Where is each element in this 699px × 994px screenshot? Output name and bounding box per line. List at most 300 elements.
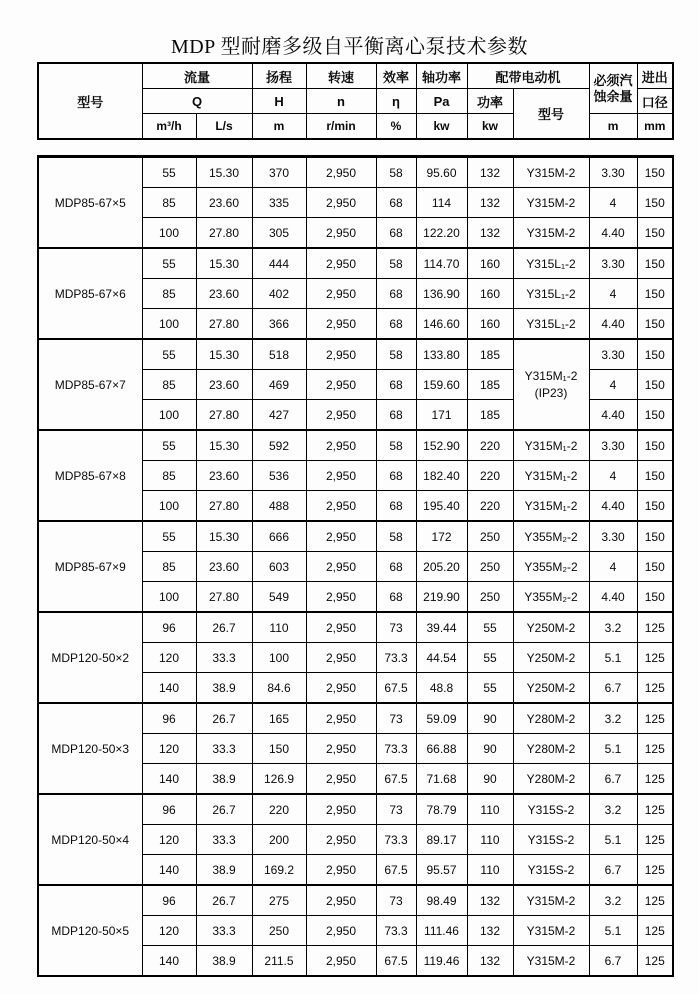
shaft-power-cell: 119.46 [416, 946, 467, 977]
motor-model-cell: Y250M-2 [513, 643, 589, 673]
col-npsh-header [589, 63, 637, 114]
flow-unit-ls: L/s [196, 114, 252, 140]
head-cell: 165 [252, 703, 306, 734]
npsh-cell: 3.30 [589, 248, 637, 279]
npsh-cell: 4.40 [589, 491, 637, 522]
motor-model-cell: Y250M-2 [513, 673, 589, 704]
motor-model-cell: Y250M-2 [513, 612, 589, 643]
flow-m3h-cell: 85 [142, 188, 196, 218]
motor-power-cell: 55 [467, 643, 513, 673]
efficiency-cell: 73.3 [376, 916, 416, 946]
npsh-cell: 3.30 [589, 430, 637, 461]
speed-cell: 2,950 [306, 916, 376, 946]
shaft-power-cell: 95.57 [416, 855, 467, 886]
speed-cell: 2,950 [306, 825, 376, 855]
efficiency-cell: 67.5 [376, 764, 416, 795]
head-cell: 402 [252, 279, 306, 309]
npsh-cell: 5.1 [589, 734, 637, 764]
shaft-power-cell: 48.8 [416, 673, 467, 704]
port-cell: 125 [637, 612, 673, 643]
speed-cell: 2,950 [306, 370, 376, 400]
port-cell: 125 [637, 946, 673, 977]
flow-m3h-cell: 140 [142, 673, 196, 704]
efficiency-cell: 68 [376, 218, 416, 249]
shaft-power-cell: 152.90 [416, 430, 467, 461]
efficiency-cell: 68 [376, 552, 416, 582]
efficiency-cell: 68 [376, 461, 416, 491]
motor-model-cell: Y280M-2 [513, 703, 589, 734]
shaft-power-cell: 59.09 [416, 703, 467, 734]
head-cell: 427 [252, 400, 306, 431]
flow-m3h-cell: 100 [142, 582, 196, 613]
head-cell: 84.6 [252, 673, 306, 704]
npsh-cell: 6.7 [589, 764, 637, 795]
speed-cell: 2,950 [306, 552, 376, 582]
npsh-cell: 4.40 [589, 400, 637, 431]
flow-m3h-cell: 140 [142, 764, 196, 795]
motor-model-cell: Y280M-2 [513, 764, 589, 795]
port-cell: 150 [637, 218, 673, 249]
spec-table-header [37, 62, 674, 140]
shaft-power-cell: 172 [416, 521, 467, 552]
speed-cell: 2,950 [306, 248, 376, 279]
shaft-power-cell: 78.79 [416, 794, 467, 825]
efficiency-cell: 68 [376, 370, 416, 400]
head-cell: 603 [252, 552, 306, 582]
efficiency-unit: % [376, 114, 416, 140]
efficiency-cell: 73 [376, 885, 416, 916]
head-cell: 150 [252, 734, 306, 764]
efficiency-cell: 73 [376, 794, 416, 825]
npsh-cell: 5.1 [589, 825, 637, 855]
flow-ls-cell: 27.80 [196, 400, 252, 431]
flow-m3h-cell: 85 [142, 552, 196, 582]
flow-ls-cell: 26.7 [196, 794, 252, 825]
speed-cell: 2,950 [306, 279, 376, 309]
head-cell: 518 [252, 339, 306, 370]
motor-power-cell: 90 [467, 734, 513, 764]
head-cell: 366 [252, 309, 306, 340]
npsh-cell: 3.2 [589, 612, 637, 643]
port-cell: 125 [637, 673, 673, 704]
head-cell: 488 [252, 491, 306, 522]
flow-ls-cell: 26.7 [196, 885, 252, 916]
pump-model-cell: MDP120-50×3 [38, 703, 142, 794]
flow-ls-cell: 15.30 [196, 248, 252, 279]
spec-table-tbody [38, 157, 673, 977]
speed-cell: 2,950 [306, 855, 376, 886]
efficiency-cell: 68 [376, 279, 416, 309]
motor-power-cell: 250 [467, 521, 513, 552]
pump-model-cell: MDP85-67×8 [38, 430, 142, 521]
flow-m3h-cell: 120 [142, 734, 196, 764]
npsh-cell: 4 [589, 188, 637, 218]
efficiency-cell: 58 [376, 430, 416, 461]
flow-m3h-cell: 96 [142, 794, 196, 825]
motor-power-cell: 185 [467, 370, 513, 400]
port-cell: 125 [637, 825, 673, 855]
efficiency-cell: 73 [376, 703, 416, 734]
speed-cell: 2,950 [306, 643, 376, 673]
head-cell: 169.2 [252, 855, 306, 886]
efficiency-cell: 58 [376, 157, 416, 188]
motor-power-unit: kw [467, 114, 513, 140]
flow-m3h-cell: 55 [142, 521, 196, 552]
efficiency-cell: 68 [376, 491, 416, 522]
port-cell: 150 [637, 521, 673, 552]
efficiency-cell: 68 [376, 582, 416, 613]
shaft-power-cell: 44.54 [416, 643, 467, 673]
pump-model-cell: MDP85-67×6 [38, 248, 142, 339]
flow-ls-cell: 27.80 [196, 491, 252, 522]
page-title: MDP 型耐磨多级自平衡离心泵技术参数 [170, 36, 529, 58]
efficiency-cell: 58 [376, 339, 416, 370]
shaft-power-cell: 205.20 [416, 552, 467, 582]
flow-ls-cell: 27.80 [196, 309, 252, 340]
spec-row [38, 885, 673, 916]
pump-model-cell: MDP120-50×4 [38, 794, 142, 885]
shaft-power-cell: 111.46 [416, 916, 467, 946]
speed-cell: 2,950 [306, 673, 376, 704]
shaft-power-cell: 219.90 [416, 582, 467, 613]
npsh-cell: 4 [589, 279, 637, 309]
port-cell: 150 [637, 430, 673, 461]
flow-ls-cell: 38.9 [196, 855, 252, 886]
flow-m3h-cell: 96 [142, 703, 196, 734]
efficiency-cell: 67.5 [376, 855, 416, 886]
motor-power-cell: 160 [467, 309, 513, 340]
pump-model-cell: MDP120-50×5 [38, 885, 142, 976]
flow-m3h-cell: 100 [142, 218, 196, 249]
port-cell: 125 [637, 643, 673, 673]
port-cell: 125 [637, 703, 673, 734]
speed-cell: 2,950 [306, 461, 376, 491]
speed-symbol: n [306, 89, 376, 114]
spec-row [38, 248, 673, 279]
port-cell: 150 [637, 400, 673, 431]
col-port-header-bottom: 口径 [637, 89, 673, 114]
motor-model-line: (IP23) [534, 385, 568, 400]
col-shaft-power-header: 轴功率 [416, 63, 467, 89]
motor-power-cell: 110 [467, 855, 513, 886]
flow-m3h-cell: 120 [142, 916, 196, 946]
motor-power-label: 功率 [467, 89, 513, 114]
head-unit: m [252, 114, 306, 140]
shaft-power-unit: kw [416, 114, 467, 140]
motor-power-cell: 185 [467, 400, 513, 431]
flow-ls-cell: 38.9 [196, 764, 252, 795]
head-cell: 666 [252, 521, 306, 552]
header-row-labels [38, 63, 673, 89]
flow-ls-cell: 26.7 [196, 703, 252, 734]
motor-power-cell: 90 [467, 703, 513, 734]
npsh-cell: 3.2 [589, 703, 637, 734]
head-cell: 305 [252, 218, 306, 249]
shaft-power-cell: 182.40 [416, 461, 467, 491]
motor-model-cell: Y315S-2 [513, 825, 589, 855]
head-cell: 370 [252, 157, 306, 188]
npsh-cell: 4.40 [589, 218, 637, 249]
npsh-cell: 4 [589, 370, 637, 400]
efficiency-cell: 58 [376, 521, 416, 552]
port-cell: 150 [637, 157, 673, 188]
port-cell: 150 [637, 248, 673, 279]
motor-model-cell: Y315M-2 [513, 885, 589, 916]
motor-model-cell: Y315L₁-2 [513, 279, 589, 309]
head-cell: 126.9 [252, 764, 306, 795]
npsh-cell: 4 [589, 552, 637, 582]
port-cell: 150 [637, 188, 673, 218]
spec-row [38, 430, 673, 461]
flow-unit-m3h: m³/h [142, 114, 196, 140]
flow-m3h-cell: 120 [142, 643, 196, 673]
flow-m3h-cell: 55 [142, 339, 196, 370]
speed-cell: 2,950 [306, 764, 376, 795]
efficiency-cell: 73.3 [376, 825, 416, 855]
col-speed-header: 转速 [306, 63, 376, 89]
shaft-power-cell: 146.60 [416, 309, 467, 340]
spec-row [38, 157, 673, 188]
port-cell: 125 [637, 794, 673, 825]
motor-model-cell: Y315L₁-2 [513, 309, 589, 340]
efficiency-cell: 58 [376, 248, 416, 279]
flow-symbol: Q [142, 89, 252, 114]
npsh-label-line2: 蚀余量 [593, 88, 633, 104]
shaft-power-cell: 171 [416, 400, 467, 431]
motor-model-cell: Y315M-2 [513, 188, 589, 218]
flow-ls-cell: 23.60 [196, 552, 252, 582]
head-cell: 211.5 [252, 946, 306, 977]
port-cell: 125 [637, 916, 673, 946]
spec-row [38, 794, 673, 825]
flow-ls-cell: 15.30 [196, 157, 252, 188]
efficiency-cell: 68 [376, 188, 416, 218]
shaft-power-cell: 114.70 [416, 248, 467, 279]
head-cell: 250 [252, 916, 306, 946]
speed-cell: 2,950 [306, 794, 376, 825]
pump-model-cell: MDP85-67×7 [38, 339, 142, 430]
motor-power-cell: 55 [467, 612, 513, 643]
pump-model-cell: MDP120-50×2 [38, 612, 142, 703]
flow-m3h-cell: 85 [142, 370, 196, 400]
motor-power-cell: 220 [467, 430, 513, 461]
spec-row [38, 521, 673, 552]
npsh-cell: 3.30 [589, 157, 637, 188]
flow-ls-cell: 27.80 [196, 218, 252, 249]
col-port-header-top: 进出 [637, 63, 673, 89]
col-efficiency-header: 效率 [376, 63, 416, 89]
motor-power-cell: 220 [467, 461, 513, 491]
flow-m3h-cell: 100 [142, 309, 196, 340]
speed-cell: 2,950 [306, 218, 376, 249]
port-cell: 125 [637, 764, 673, 795]
motor-power-cell: 220 [467, 491, 513, 522]
shaft-power-cell: 89.17 [416, 825, 467, 855]
flow-ls-cell: 26.7 [196, 612, 252, 643]
npsh-cell: 6.7 [589, 946, 637, 977]
flow-ls-cell: 38.9 [196, 673, 252, 704]
npsh-cell: 6.7 [589, 855, 637, 886]
speed-cell: 2,950 [306, 521, 376, 552]
flow-ls-cell: 23.60 [196, 370, 252, 400]
shaft-power-cell: 114 [416, 188, 467, 218]
speed-cell: 2,950 [306, 400, 376, 431]
npsh-label-line1: 必须汽 [593, 72, 633, 88]
head-cell: 444 [252, 248, 306, 279]
motor-power-cell: 132 [467, 946, 513, 977]
motor-model-cell: Y355M₂-2 [513, 521, 589, 552]
efficiency-cell: 67.5 [376, 673, 416, 704]
col-motor-header: 配带电动机 [467, 63, 589, 89]
npsh-cell: 3.30 [589, 521, 637, 552]
motor-power-cell: 90 [467, 764, 513, 795]
port-cell: 125 [637, 885, 673, 916]
efficiency-symbol: η [376, 89, 416, 114]
flow-ls-cell: 15.30 [196, 430, 252, 461]
motor-power-cell: 185 [467, 339, 513, 370]
efficiency-cell: 73.3 [376, 643, 416, 673]
motor-power-cell: 132 [467, 885, 513, 916]
port-cell: 150 [637, 309, 673, 340]
motor-model-cell: Y315M₁-2 [513, 461, 589, 491]
motor-model-cell: Y280M-2 [513, 734, 589, 764]
motor-model-cell: Y315M₁-2 [513, 491, 589, 522]
pump-model-cell: MDP85-67×5 [38, 157, 142, 249]
motor-power-cell: 250 [467, 582, 513, 613]
shaft-power-cell: 98.49 [416, 885, 467, 916]
motor-model-cell: Y315M-2 [513, 946, 589, 977]
port-cell: 125 [637, 855, 673, 886]
motor-power-cell: 132 [467, 916, 513, 946]
flow-m3h-cell: 55 [142, 248, 196, 279]
shaft-power-cell: 66.88 [416, 734, 467, 764]
speed-cell: 2,950 [306, 430, 376, 461]
head-cell: 592 [252, 430, 306, 461]
flow-m3h-cell: 85 [142, 461, 196, 491]
motor-power-cell: 250 [467, 552, 513, 582]
npsh-cell: 4 [589, 461, 637, 491]
speed-cell: 2,950 [306, 734, 376, 764]
motor-model-label: 型号 [513, 89, 589, 140]
speed-unit: r/min [306, 114, 376, 140]
motor-model-cell: Y315L₁-2 [513, 248, 589, 279]
flow-m3h-cell: 100 [142, 491, 196, 522]
port-cell: 150 [637, 552, 673, 582]
npsh-cell: 4.40 [589, 309, 637, 340]
motor-model-cell: Y315M-2 [513, 916, 589, 946]
flow-m3h-cell: 55 [142, 430, 196, 461]
shaft-power-cell: 195.40 [416, 491, 467, 522]
speed-cell: 2,950 [306, 188, 376, 218]
flow-m3h-cell: 100 [142, 400, 196, 431]
efficiency-cell: 73.3 [376, 734, 416, 764]
spec-row [38, 703, 673, 734]
flow-m3h-cell: 96 [142, 885, 196, 916]
flow-ls-cell: 15.30 [196, 521, 252, 552]
port-cell: 150 [637, 279, 673, 309]
motor-power-cell: 160 [467, 248, 513, 279]
port-cell: 150 [637, 461, 673, 491]
motor-power-cell: 132 [467, 218, 513, 249]
spec-row [38, 339, 673, 370]
shaft-power-cell: 39.44 [416, 612, 467, 643]
port-cell: 150 [637, 491, 673, 522]
flow-m3h-cell: 140 [142, 855, 196, 886]
npsh-cell: 5.1 [589, 643, 637, 673]
shaft-power-cell: 95.60 [416, 157, 467, 188]
npsh-cell: 6.7 [589, 673, 637, 704]
motor-model-cell: Y355M₂-2 [513, 582, 589, 613]
npsh-cell: 3.2 [589, 885, 637, 916]
npsh-cell: 5.1 [589, 916, 637, 946]
shaft-power-cell: 133.80 [416, 339, 467, 370]
speed-cell: 2,950 [306, 612, 376, 643]
flow-m3h-cell: 120 [142, 825, 196, 855]
motor-power-cell: 160 [467, 279, 513, 309]
motor-model-line: Y315M₁-2 [524, 368, 578, 383]
head-cell: 275 [252, 885, 306, 916]
shaft-power-cell: 122.20 [416, 218, 467, 249]
head-cell: 536 [252, 461, 306, 491]
efficiency-cell: 67.5 [376, 946, 416, 977]
flow-m3h-cell: 55 [142, 157, 196, 188]
speed-cell: 2,950 [306, 339, 376, 370]
port-cell: 150 [637, 339, 673, 370]
shaft-power-cell: 159.60 [416, 370, 467, 400]
efficiency-cell: 68 [376, 309, 416, 340]
motor-power-cell: 110 [467, 825, 513, 855]
flow-ls-cell: 23.60 [196, 188, 252, 218]
motor-model-cell: Y315M₁-2 [513, 430, 589, 461]
flow-ls-cell: 33.3 [196, 825, 252, 855]
head-cell: 469 [252, 370, 306, 400]
npsh-unit: m [589, 114, 637, 140]
col-flow-header: 流量 [142, 63, 252, 89]
motor-model-cell: Y315S-2 [513, 794, 589, 825]
port-cell: 150 [637, 370, 673, 400]
motor-power-cell: 132 [467, 188, 513, 218]
flow-ls-cell: 23.60 [196, 461, 252, 491]
shaft-power-cell: 136.90 [416, 279, 467, 309]
port-cell: 150 [637, 582, 673, 613]
head-cell: 220 [252, 794, 306, 825]
shaft-power-cell: 71.68 [416, 764, 467, 795]
col-model-header: 型号 [38, 63, 142, 139]
speed-cell: 2,950 [306, 582, 376, 613]
speed-cell: 2,950 [306, 703, 376, 734]
flow-m3h-cell: 140 [142, 946, 196, 977]
motor-power-cell: 55 [467, 673, 513, 704]
head-cell: 549 [252, 582, 306, 613]
head-symbol: H [252, 89, 306, 114]
speed-cell: 2,950 [306, 157, 376, 188]
efficiency-cell: 68 [376, 400, 416, 431]
motor-model-cell [513, 339, 589, 430]
pump-model-cell: MDP85-67×9 [38, 521, 142, 612]
flow-ls-cell: 27.80 [196, 582, 252, 613]
efficiency-cell: 73 [376, 612, 416, 643]
npsh-cell: 3.30 [589, 339, 637, 370]
motor-model-cell: Y315M-2 [513, 157, 589, 188]
speed-cell: 2,950 [306, 885, 376, 916]
flow-m3h-cell: 96 [142, 612, 196, 643]
port-cell: 125 [637, 734, 673, 764]
flow-ls-cell: 23.60 [196, 279, 252, 309]
spec-row [38, 612, 673, 643]
speed-cell: 2,950 [306, 946, 376, 977]
motor-power-cell: 132 [467, 157, 513, 188]
flow-ls-cell: 33.3 [196, 643, 252, 673]
